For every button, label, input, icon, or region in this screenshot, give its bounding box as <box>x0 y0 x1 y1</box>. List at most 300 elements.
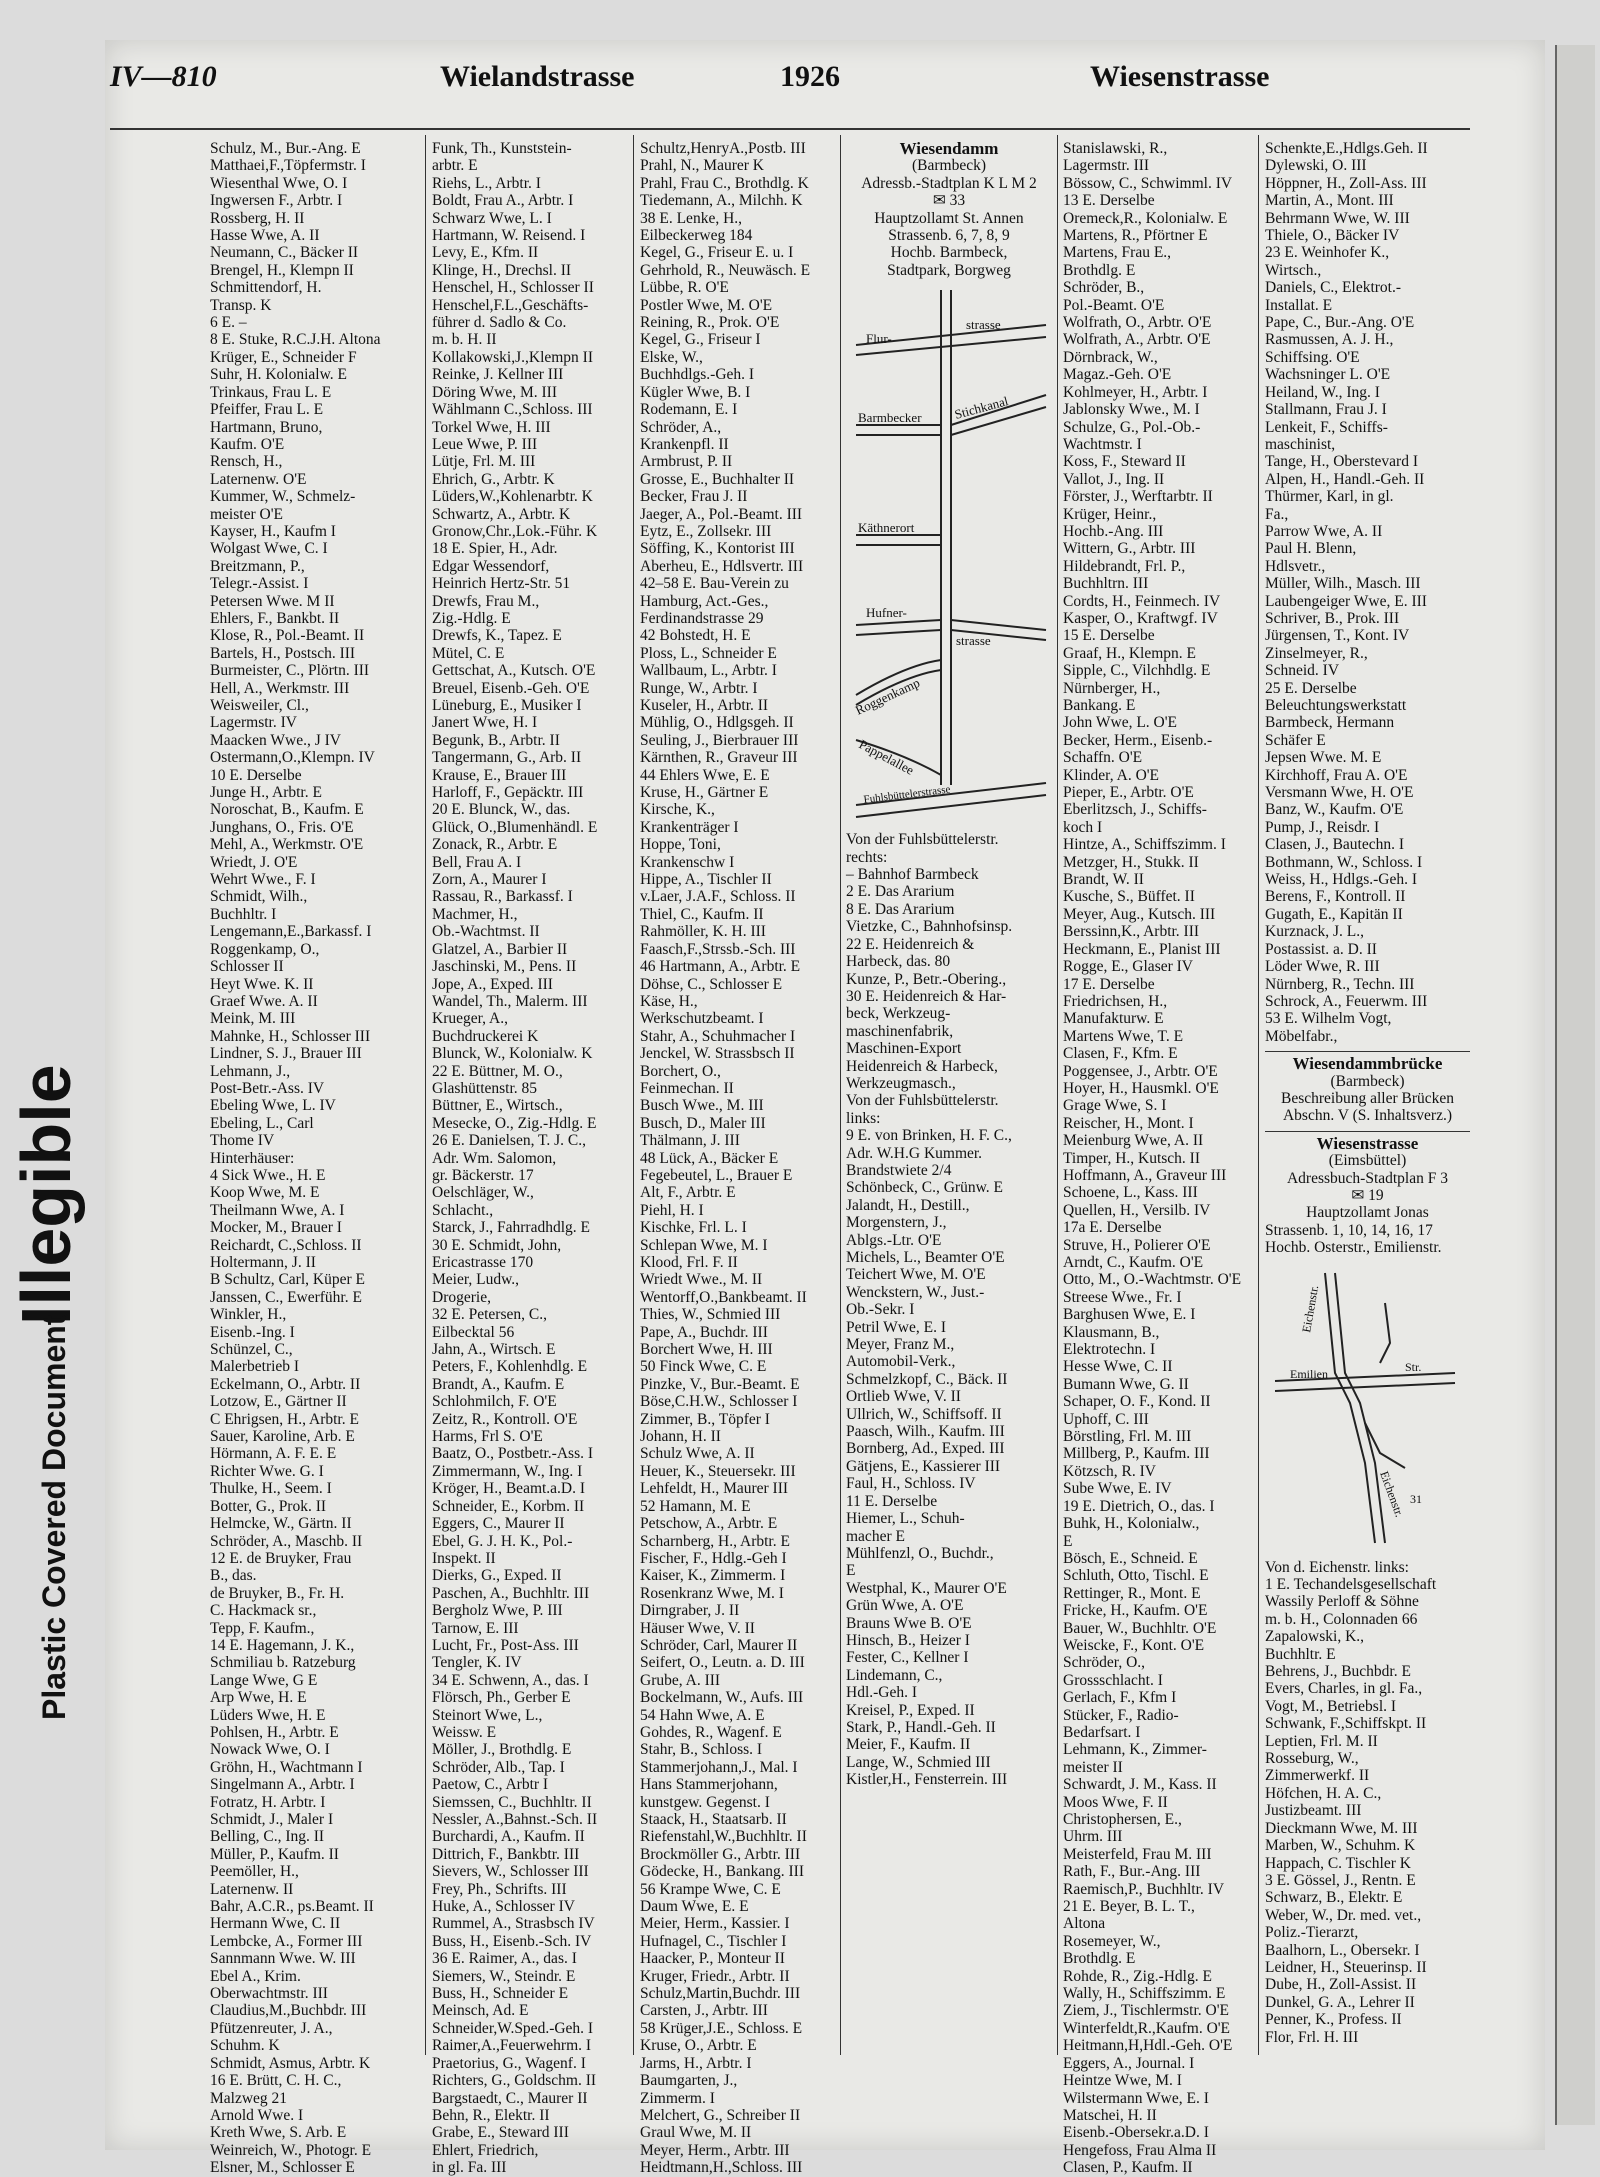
directory-entry: Wilstermann Wwe, E. I <box>1063 2089 1209 2107</box>
directory-entry: 13 E. Derselbe <box>1063 192 1155 210</box>
directory-entry: Löder Wwe, R. III <box>1265 958 1380 976</box>
directory-entry: Staack, H., Staatsarb. II <box>640 1811 787 1828</box>
directory-entry: Mahnke, H., Schlosser III <box>210 1027 371 1045</box>
directory-entry: Fester, C., Kellner I <box>846 1649 969 1667</box>
directory-entry: Meyer, Aug., Kutsch. III <box>1063 905 1216 923</box>
directory-entry: meister O'E <box>210 505 283 523</box>
directory-entry: Oremeck,R., Kolonialw. E <box>1063 209 1228 227</box>
directory-entry: 53 E. Wilhelm Vogt, <box>1265 1010 1392 1028</box>
directory-entry: Theilmann Wwe, A. I <box>210 1201 345 1219</box>
directory-entry: Wolfrath, O., Arbtr. O'E <box>1063 314 1212 332</box>
directory-entry: Jepsen Wwe. M. E <box>1265 749 1382 767</box>
directory-entry: 11 E. Derselbe <box>846 1492 938 1510</box>
page-number: IV—810 <box>110 60 217 93</box>
directory-entry: Krueger, A., <box>432 1010 508 1028</box>
directory-entry: Reining, R., Prok. O'E <box>640 314 780 332</box>
directory-entry: Schröder, A., <box>640 418 722 436</box>
directory-entry: Streese Wwe., Fr. I <box>1063 1288 1182 1306</box>
directory-entry: Rosemeyer, W., <box>1063 1932 1161 1950</box>
directory-entry: Jope, A., Exped. III <box>432 975 553 993</box>
directory-entry: Schröder, B., <box>1063 279 1145 297</box>
directory-entry: Fischer, F., Hdlg.-Geh I <box>640 1549 787 1567</box>
directory-entry: Gerlach, F., Kfm I <box>1063 1689 1177 1707</box>
directory-entry: gr. Bäckerstr. 17 <box>432 1166 534 1184</box>
directory-entry: Drewfs, K., Tapez. E <box>432 627 562 645</box>
directory-entry: Matthaei,F.,Töpfermstr. I <box>210 157 366 175</box>
directory-entry: Ullrich, W., Schiffsoff. II <box>846 1405 1002 1423</box>
directory-entry: Fegebeutel, L., Brauer E <box>640 1166 793 1184</box>
directory-entry: 16 E. Brütt, C. H. C., <box>210 2072 342 2090</box>
directory-entry: Eilbeckerweg 184 <box>640 227 753 245</box>
map-label-flur: Flur- <box>866 331 892 347</box>
directory-entry: Schwarz Wwe, L. I <box>432 209 552 227</box>
directory-entry: E <box>1063 1532 1073 1550</box>
directory-entry: Döhse, C., Schlosser E <box>640 975 783 993</box>
directory-entry: Jaeger, A., Pol.-Beamt. III <box>640 505 803 523</box>
directory-entry: Zig.-Hdlg. E <box>432 609 511 627</box>
directory-entry: Hoffmann, A., Graveur III <box>1063 1166 1227 1184</box>
directory-entry: Lange, W., Schmied III <box>846 1753 991 1771</box>
directory-entry: Post-Betr.-Ass. IV <box>210 1079 325 1097</box>
directory-entry: Banz, W., Kaufm. O'E <box>1265 801 1404 819</box>
directory-entry: Schneider, E., Korbm. II <box>432 1497 585 1515</box>
directory-entry: Schäfer E <box>1265 731 1326 749</box>
directory-entry: Kischke, Frl. L. I <box>640 1219 747 1237</box>
directory-entry: Transp. K <box>210 296 272 314</box>
directory-entry: Henschel,F.L.,Geschäfts- <box>432 296 589 314</box>
directory-entry: Timper, H., Kutsch. II <box>1063 1149 1201 1167</box>
directory-entry: Flor, Frl. H. III <box>1265 2028 1359 2046</box>
directory-entry: führer d. Sadlo & Co. <box>432 314 567 332</box>
directory-entry: Grabe, E., Steward III <box>432 2124 569 2142</box>
directory-entry: Holtermann, J. II <box>210 1254 316 1271</box>
directory-entry: Elektrotechn. I <box>1063 1341 1156 1359</box>
directory-entry: Ostermann,O.,Klempn. IV <box>210 749 375 767</box>
directory-entry: Poggensee, J., Arbtr. O'E <box>1063 1062 1218 1080</box>
directory-entry: Meink, M. III <box>210 1010 296 1028</box>
column-4 <box>846 140 1052 2060</box>
illegible-label: Illegible <box>7 1064 85 1325</box>
directory-entry: 23 E. Weinhofer K., <box>1265 244 1390 262</box>
directory-entry: Rummel, A., Strasbsch IV <box>432 1915 595 1933</box>
left-street-title: Wielandstrasse <box>440 60 635 93</box>
directory-entry: Schönbeck, C., Grünw. E <box>846 1179 1003 1197</box>
directory-entry: Teichert Wwe, M. O'E <box>846 1266 986 1284</box>
directory-entry: Brandt, W. II <box>1063 871 1144 889</box>
directory-entry: Hasse Wwe, A. II <box>210 227 320 245</box>
directory-entry: Hufnagel, C., Tischler I <box>640 1932 787 1950</box>
directory-entry: Borchert, O., <box>640 1062 721 1080</box>
directory-entry: Gehrhold, R., Neuwäsch. E <box>640 261 811 279</box>
directory-entry: Schenkte,E.,Hdlgs.Geh. II <box>1265 140 1428 157</box>
directory-entry: Fotratz, H. Arbtr. I <box>210 1793 326 1811</box>
directory-entry: Scharnberg, H., Arbtr. E <box>640 1532 790 1550</box>
directory-entry: Heckmann, E., Planist III <box>1063 940 1221 958</box>
directory-entry: Aberheu, E., Hdlsvertr. III <box>640 557 804 575</box>
directory-entry: Graef Wwe. A. II <box>210 992 318 1010</box>
bridge-reference: Abschn. V (S. Inhaltsverz.) <box>1282 1107 1453 1125</box>
directory-entry: Schneider,W.Sped.-Geh. I <box>432 2019 594 2037</box>
directory-entry: Huke, A., Schlosser IV <box>432 1898 575 1916</box>
directory-entry: Thürmer, Karl, in gl. <box>1265 488 1394 506</box>
directory-entry: Hildebrandt, Frl. P., <box>1063 557 1186 575</box>
directory-entry: Laternenw. O'E <box>210 470 307 488</box>
directory-entry: Schiffsing. O'E <box>1265 348 1360 366</box>
directory-entry: Schaper, O. F., Kond. II <box>1063 1393 1211 1411</box>
directory-entry: Prahl, Frau C., Brothdlg. K <box>640 174 809 192</box>
directory-entry: Buchdruckerei K <box>432 1027 539 1045</box>
directory-entry: Ehlers, F., Bankbt. II <box>210 609 340 627</box>
directory-entry: Pfeiffer, Frau L. E <box>210 401 324 419</box>
wiesenstrasse-tram: Strassenb. 1, 10, 14, 16, 17 <box>1265 1221 1433 1239</box>
directory-entry: 3 E. Gössel, J., Rentn. E <box>1265 1871 1416 1889</box>
directory-entry: Berens, F., Kontroll. II <box>1265 888 1406 906</box>
directory-entry: Postler Wwe, M. O'E <box>640 296 773 314</box>
directory-entry: Riehs, L., Arbtr. I <box>432 174 541 192</box>
directory-entry: Nessler, A.,Bahnst.-Sch. II <box>432 1811 598 1828</box>
directory-entry: Alt, F., Arbtr. E <box>640 1184 736 1202</box>
directory-entry: Dörnbrack, W., <box>1063 348 1158 366</box>
directory-entry: de Bruyker, B., Fr. H. <box>210 1584 345 1602</box>
directory-entry: Mocker, M., Brauer I <box>210 1219 342 1237</box>
bridge-description: Beschreibung aller Brücken <box>1280 1089 1455 1107</box>
directory-entry: Rossberg, H. II <box>210 209 305 227</box>
directory-entry: 19 E. Dietrich, O., das. I <box>1063 1497 1215 1515</box>
directory-entry: Maacken Wwe., J IV <box>210 731 341 749</box>
directory-entry: Installat. E <box>1265 296 1333 314</box>
directory-entry: 14 E. Hagemann, J. K., <box>210 1636 355 1654</box>
directory-entry: Arnold Wwe. I <box>210 2106 304 2124</box>
header-rule <box>110 128 1470 130</box>
directory-entry: maschinenfabrik, <box>846 1022 954 1040</box>
directory-entry: Schulz,Martin,Buchdr. III <box>640 1985 801 2003</box>
directory-entry: Dittrich, F., Bankbtr. III <box>432 1845 580 1863</box>
directory-entry: Jürgensen, T., Kont. IV <box>1265 627 1410 645</box>
directory-entry: Laubengeiger Wwe, E. III <box>1265 592 1427 610</box>
directory-entry: B Schultz, Carl, Küper E <box>210 1271 365 1289</box>
directory-entry: Bahr, A.C.R., ps.Beamt. II <box>210 1898 374 1916</box>
directory-entry: Leidner, H., Steuerinsp. II <box>1265 1958 1427 1976</box>
directory-entry: Heinrich Hertz-Str. 51 <box>432 575 571 593</box>
directory-entry: Brockmöller G., Arbtr. III <box>640 1845 801 1863</box>
directory-entry: Kötzsch, R. IV <box>1063 1462 1156 1480</box>
directory-entry: Jahn, A., Wirtsch. E <box>432 1341 556 1359</box>
directory-entry: Schmidt, Wilh., <box>210 888 308 906</box>
directory-entry: 38 E. Lenke, H., <box>640 209 743 227</box>
directory-entry: Mehl, A., Werkmstr. O'E <box>210 836 364 854</box>
directory-entry: Von der Fuhlsbüttelerstr. <box>846 831 999 849</box>
directory-entry: Grün Wwe, A. O'E <box>846 1597 964 1615</box>
directory-entry: Lindemann, C., <box>846 1666 943 1684</box>
directory-entry: Krüger, E., Schneider F <box>210 348 357 366</box>
directory-entry: Eberlitzsch, J., Schiffs- <box>1063 801 1207 819</box>
directory-entry: Dunkel, G. A., Lehrer II <box>1265 1993 1415 2011</box>
directory-entry: Eisenb.-Ing. I <box>210 1323 295 1341</box>
right-street-title: Wiesenstrasse <box>1090 60 1270 93</box>
directory-entry: Schwank, F.,Schiffskpt. II <box>1265 1715 1427 1733</box>
directory-entry: Klausmann, B., <box>1063 1323 1160 1341</box>
directory-entry: Eilbecktal 56 <box>432 1323 515 1341</box>
directory-entry: Cordts, H., Feinmech. IV <box>1063 592 1221 610</box>
elevated-stations: Stadtpark, Borgweg <box>887 261 1011 279</box>
directory-entry: C. Hackmack sr., <box>210 1602 317 1620</box>
directory-entry: Laternenw. II <box>210 1880 294 1898</box>
directory-entry: Krankenschw I <box>640 853 735 871</box>
directory-entry: Justizbeamt. III <box>1265 1802 1362 1820</box>
directory-entry: Kegel, G., Friseur I <box>640 331 761 349</box>
directory-entry: Rodemann, E. I <box>640 401 738 419</box>
directory-entry: Müller, Wilh., Masch. III <box>1265 575 1421 593</box>
directory-entry: Schröder, Carl, Maurer II <box>640 1636 798 1654</box>
directory-entry: Pinzke, V., Bur.-Beamt. E <box>640 1375 800 1393</box>
directory-entry: Malerbetrieb I <box>210 1358 300 1376</box>
directory-entry: Claudius,M.,Buchbdr. III <box>210 2002 367 2020</box>
directory-entry: Hengefoss, Frau Alma II <box>1063 2141 1217 2159</box>
directory-entry: Pump, J., Reisdr. I <box>1265 818 1380 836</box>
directory-entry: Thome IV <box>210 1132 275 1150</box>
directory-entry: Weinreich, W., Photogr. E <box>210 2141 372 2159</box>
directory-entry: 4 Sick Wwe., H. E <box>210 1166 326 1184</box>
directory-entry: Lehmann, J., <box>210 1062 291 1080</box>
directory-entry: Borchert Wwe, H. III <box>640 1341 773 1359</box>
directory-entry: Graul Wwe, M. II <box>640 2124 752 2142</box>
directory-entry: Gugath, E., Kapitän II <box>1265 905 1403 923</box>
directory-entry: Schmittendorf, H. <box>210 279 322 297</box>
directory-entry: Riefenstahl,W.,Buchhltr. II <box>640 1828 807 1846</box>
street-map-wiesendamm <box>846 285 1052 825</box>
directory-entry: Beleuchtungswerkstatt <box>1265 697 1407 714</box>
directory-entry: Schlacht., <box>432 1201 494 1219</box>
directory-entry: Matschei, H. II <box>1063 2106 1157 2124</box>
directory-entry: Werkzeugmasch., <box>846 1074 956 1092</box>
directory-entry: 26 E. Danielsen, T. J. C., <box>432 1132 586 1150</box>
directory-entry: Lüders,W.,Kohlenarbtr. K <box>432 488 593 506</box>
directory-entry: Kreth Wwe, S. Arb. E <box>210 2124 347 2142</box>
directory-entry: Burmeister, C., Plörtn. III <box>210 662 370 680</box>
directory-entry: beck, Werkzeug- <box>846 1005 951 1023</box>
directory-entry: Wassily Perloff & Söhne <box>1265 1593 1419 1611</box>
directory-entry: Buchhdlgs.-Geh. I <box>640 366 755 384</box>
directory-entry: Lagermstr. III <box>1063 157 1150 175</box>
directory-entry: Werkschutzbeamt. I <box>640 1010 764 1028</box>
directory-entry: Möller, J., Brothdlg. E <box>432 1741 572 1759</box>
directory-entry: Eggers, A., Journal. I <box>1063 2054 1195 2072</box>
directory-entry: Grage Wwe, S. I <box>1063 1097 1167 1115</box>
directory-entry: Junge H., Arbtr. E <box>210 784 322 802</box>
directory-entry: Neumann, C., Bäcker II <box>210 244 359 262</box>
directory-entry: Buss, H., Schneider E <box>432 1985 569 2003</box>
directory-entry: Heyt Wwe. K. II <box>210 975 314 993</box>
year: 1926 <box>780 60 840 93</box>
directory-entry: Harms, Frl S. O'E <box>432 1428 543 1446</box>
directory-entry: Möbelfabr., <box>1265 1027 1338 1045</box>
directory-entry: Janssen, C., Ewerführ. E <box>210 1288 362 1306</box>
directory-entry: Ebel A., Krim. <box>210 1967 301 1985</box>
directory-entry: Lotzow, E., Gärtner II <box>210 1393 347 1411</box>
directory-entry: Lüneburg, E., Musiker I <box>432 697 582 714</box>
tram-lines: Strassenb. 6, 7, 8, 9 <box>888 227 1010 245</box>
directory-entry: Raemisch,P., Buchhltr. IV <box>1063 1880 1225 1898</box>
directory-entry: Winterfeldt,R.,Kaufm. O'E <box>1063 2019 1231 2037</box>
directory-entry: Paetow, C., Arbtr I <box>432 1776 549 1794</box>
bridge-district: (Barmbeck) <box>1330 1072 1405 1090</box>
directory-entry: – Bahnhof Barmbeck <box>846 866 979 884</box>
directory-entry: Stahr, B., Schloss. I <box>640 1741 763 1759</box>
directory-entry: Kreisel, P., Exped. II <box>846 1701 975 1719</box>
directory-entry: Heitmann,H,Hdl.-Geh. O'E <box>1063 2037 1233 2055</box>
directory-entry: Vietzke, C., Bahnhofsinsp. <box>846 918 1013 936</box>
directory-entry: B., das. <box>210 1567 257 1585</box>
directory-entry: Klinge, H., Drechsl. II <box>432 261 572 279</box>
directory-entry: Weber, W., Dr. med. vet., <box>1265 1906 1422 1924</box>
directory-entry: Jalandt, H., Destill., <box>846 1196 970 1214</box>
directory-entry: Leue Wwe, P. III <box>432 435 538 453</box>
directory-entry: Kummer, W., Schmelz- <box>210 488 356 506</box>
directory-entry: Lengemann,E.,Barkassf. I <box>210 923 372 941</box>
directory-entry: Kasper, O., Kraftwgf. IV <box>1063 609 1218 627</box>
directory-entry: Kruger, Friedr., Arbtr. II <box>640 1967 790 1985</box>
directory-entry: Buchhltrn. III <box>1063 575 1149 593</box>
directory-entry: Hesse Wwe, C. II <box>1063 1358 1173 1376</box>
directory-entry: Zimmer, B., Töpfer I <box>640 1410 770 1428</box>
directory-entry: Wally, H., Schiffszimm. E <box>1063 1985 1226 2003</box>
directory-entry: Praetorius, G., Wagenf. I <box>432 2054 586 2072</box>
directory-entry: Häuser Wwe, V. II <box>640 1619 755 1637</box>
directory-entry: Ablgs.-Ltr. O'E <box>846 1231 942 1249</box>
directory-entry: Hdl.-Geh. I <box>846 1684 918 1702</box>
directory-entry: Schwardt, J. M., Kass. II <box>1063 1776 1217 1794</box>
directory-entry: Thulke, H., Seem. I <box>210 1480 332 1498</box>
wiesenstrasse-elevated: Hochb. Osterstr., Emilienstr. <box>1265 1239 1442 1257</box>
directory-entry: Pieper, E., Arbtr. O'E <box>1063 784 1194 802</box>
directory-entry: Pol.-Beamt. O'E <box>1063 296 1165 314</box>
directory-entry: Jarms, H., Arbtr. I <box>640 2054 752 2072</box>
column-divider <box>425 135 426 2055</box>
directory-entry: 22 E. Heidenreich & <box>846 935 975 953</box>
directory-entry: Westphal, K., Maurer O'E <box>846 1579 1007 1597</box>
directory-entry: Zorn, A., Maurer I <box>432 871 547 889</box>
directory-entry: Lehmann, K., Zimmer- <box>1063 1741 1207 1759</box>
directory-entry: Behrens, J., Buchbdr. E <box>1265 1663 1411 1681</box>
directory-entry: Zinselmeyer, R., <box>1265 644 1368 662</box>
directory-entry: Kistler,H., Fensterrein. III <box>846 1771 1008 1789</box>
directory-entry: Rath, F., Bur.-Ang. III <box>1063 1863 1201 1881</box>
directory-entry: Lange Wwe, G E <box>210 1671 318 1689</box>
column-2 <box>432 140 628 2177</box>
directory-entry: Funk, Th., Kunststein- <box>432 140 572 157</box>
directory-entry: Gronow,Chr.,Lok.-Führ. K <box>432 522 598 540</box>
directory-entry: Paul H. Blenn, <box>1265 540 1357 558</box>
directory-entry: Postassist. a. D. II <box>1265 940 1377 958</box>
directory-entry: Baumgarten, J., <box>640 2072 738 2090</box>
directory-entry: Stücker, F., Radio- <box>1063 1706 1179 1724</box>
directory-entry: Jablonsky Wwe., M. I <box>1063 401 1200 419</box>
customs-office: Hauptzollamt St. Annen <box>874 209 1024 227</box>
directory-entry: 8 E. Das Ararium <box>846 900 955 918</box>
column-5 <box>1063 140 1253 2177</box>
directory-entry: Stark, P., Handl.-Geh. II <box>846 1718 996 1736</box>
directory-entry: Rasmussen, A. J. H., <box>1265 331 1394 349</box>
directory-entry: Heidtmann,H.,Schloss. III <box>640 2159 803 2177</box>
directory-entry: Tange, H., Oberstevard I <box>1265 453 1418 471</box>
directory-entry: Harloff, F., Gepäcktr. III <box>432 784 584 802</box>
directory-entry: 36 E. Raimer, A., das. I <box>432 1950 577 1968</box>
elevated-railway: Hochb. Barmbeck, <box>890 244 1008 262</box>
directory-entry: 2 E. Das Ararium <box>846 883 955 901</box>
directory-entry: Bornberg, Ad., Exped. III <box>846 1440 1005 1458</box>
directory-entry: 17 E. Derselbe <box>1063 975 1155 993</box>
directory-entry: Rassau, R., Barkassf. I <box>432 888 573 906</box>
directory-entry: Frey, Ph., Schrifts. III <box>432 1880 567 1898</box>
directory-entry: Christophersen, E., <box>1063 1811 1182 1828</box>
directory-entry: Krankenpfl. II <box>640 435 729 453</box>
directory-entry: Bell, Frau A. I <box>432 853 522 871</box>
directory-entry: Alpen, H., Handl.-Geh. II <box>1265 470 1425 488</box>
directory-entry: Kunze, P., Betr.-Obering., <box>846 970 1007 988</box>
directory-entry: Marben, W., Schuhm. K <box>1265 1837 1416 1855</box>
directory-entry: Glatzel, A., Barbier II <box>432 940 568 958</box>
directory-entry: Pohlsen, H., Arbtr. E <box>210 1723 339 1741</box>
directory-entry: Moos Wwe, F. II <box>1063 1793 1168 1811</box>
directory-entry: Kröger, H., Beamt.a.D. I <box>432 1480 586 1498</box>
directory-entry: Klood, Frl. F. II <box>640 1254 738 1271</box>
directory-entry: Clasen, J., Bautechn. I <box>1265 836 1405 854</box>
map-ref: Adressb.-Stadtplan K L M 2 <box>861 174 1037 192</box>
directory-entry: Paschen, A., Buchhltr. III <box>432 1584 590 1602</box>
directory-entry: 9 E. von Brinken, H. F. C., <box>846 1127 1012 1145</box>
directory-entry: Roggenkamp, O., <box>210 940 320 958</box>
directory-entry: Krankenträger I <box>640 818 739 836</box>
directory-entry: Ehrich, G., Arbtr. K <box>432 470 555 488</box>
directory-entry: Uphoff, C. III <box>1063 1410 1149 1428</box>
map-label-strasse: strasse <box>966 317 1001 333</box>
directory-entry: Armbrust, P. II <box>640 453 733 471</box>
directory-entry: Rensch, H., <box>210 453 283 471</box>
directory-entry: Ob.-Wachtmst. II <box>432 923 540 941</box>
directory-entry: Lehfeldt, H., Maurer III <box>640 1480 789 1498</box>
directory-entry: Siemssen, C., Buchhltr. II <box>432 1793 592 1811</box>
directory-entry: 10 E. Derselbe <box>210 766 302 784</box>
directory-entry: Reinke, J. Kellner III <box>432 366 564 384</box>
directory-entry: Petersen Wwe. M II <box>210 592 335 610</box>
directory-entry: 56 Krampe Wwe, C. E <box>640 1880 781 1898</box>
directory-entry: Hinterhäuser: <box>210 1149 295 1167</box>
directory-entry: Botter, G., Prok. II <box>210 1497 327 1515</box>
directory-entry: Ziem, J., Tischlermstr. O'E <box>1063 2002 1229 2020</box>
directory-entry: Busch Wwe., M. III <box>640 1097 764 1115</box>
directory-entry: Hiemer, L., Schuh- <box>846 1510 965 1528</box>
directory-entry: Förster, J., Werftarbtr. II <box>1063 488 1213 506</box>
directory-entry: Breitzmann, P., <box>210 557 305 575</box>
directory-entry: arbtr. E <box>432 157 478 175</box>
directory-entry: Schriver, B., Prok. III <box>1265 609 1400 627</box>
directory-entry: Gettschat, A., Kutsch. O'E <box>432 662 596 680</box>
directory-entry: Wallbaum, L., Arbtr. I <box>640 662 777 680</box>
directory-entry: Ebel, G. J. H. K., Pol.- <box>432 1532 573 1550</box>
directory-entry: Gohdes, R., Wagenf. E <box>640 1723 782 1741</box>
directory-entry: Brothdlg. E <box>1063 1950 1136 1968</box>
directory-entry: Ferdinandstrasse 29 <box>640 609 764 627</box>
directory-entry: Happach, C. Tischler K <box>1265 1854 1411 1872</box>
directory-entry: Schröder, O., <box>1063 1654 1146 1672</box>
directory-entry: Arndt, C., Kaufm. O'E <box>1063 1254 1204 1271</box>
directory-entry: Tangermann, G., Arb. II <box>432 749 582 767</box>
directory-entry: 50 Finck Wwe, C. E <box>640 1358 767 1376</box>
directory-entry: Wittern, G., Arbtr. III <box>1063 540 1196 558</box>
directory-entry: Bankang. E <box>1063 697 1136 714</box>
directory-entry: Johann, H. II <box>640 1428 721 1446</box>
directory-entry: Brandt, A., Kaufm. E <box>432 1375 565 1393</box>
